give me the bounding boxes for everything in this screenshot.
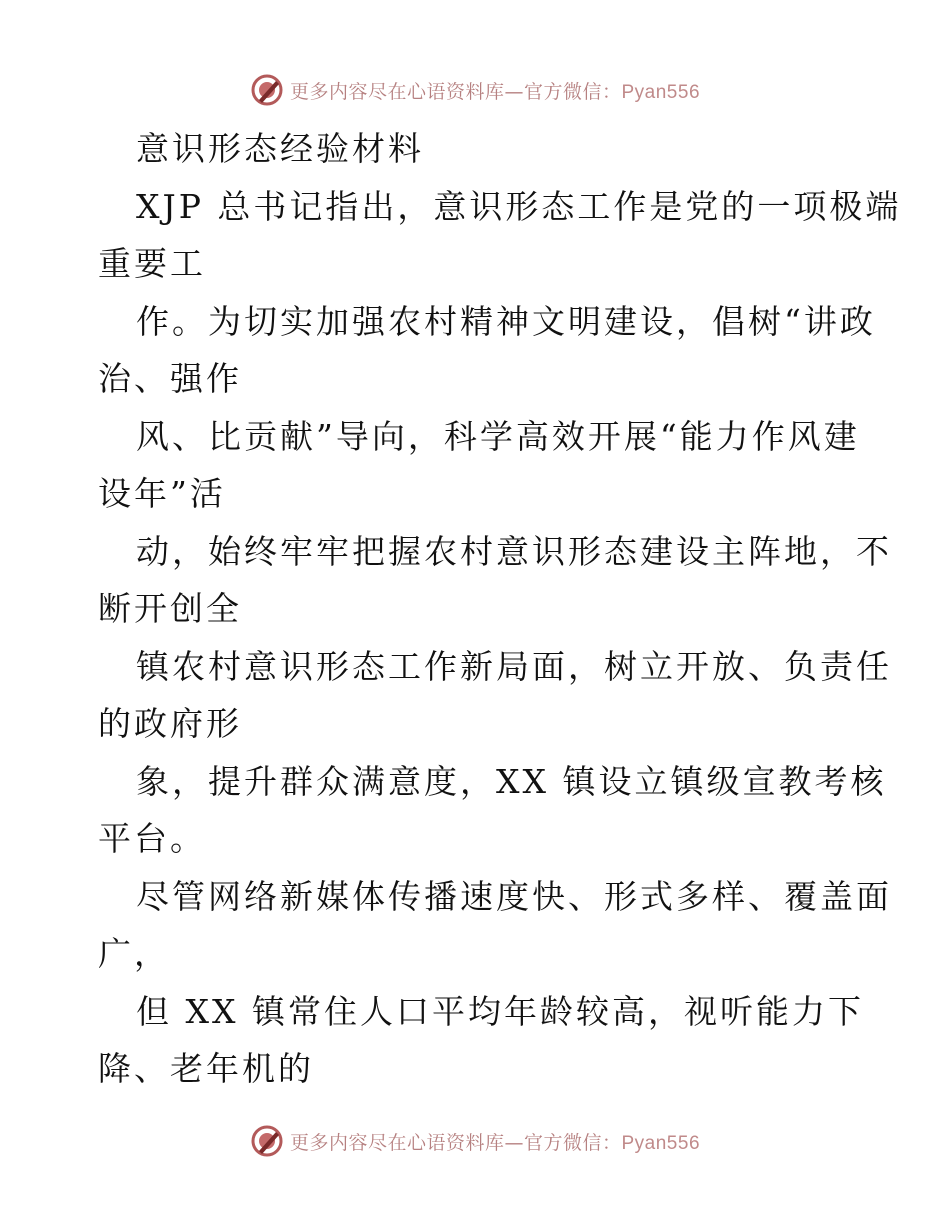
document-body [98, 120, 902, 1098]
text-line: XJP 总书记指出，意识形态工作是党的一项极端 [136, 186, 902, 226]
header-watermark [0, 70, 950, 110]
text-line: 的政府形 [98, 704, 242, 743]
text-line: 尽管网络新媒体传播速度快、形式多样、覆盖面 [136, 876, 892, 916]
text-line: 作。为切实加强农村精神文明建设，倡树“讲政 [136, 301, 876, 341]
text-line: 镇农村意识形态工作新局面，树立开放、负责任 [136, 646, 892, 686]
watermark-label: 更多内容尽在心语资料库—官方微信： [289, 1131, 622, 1154]
text-line: 重要工 [98, 244, 206, 283]
document-title: 意识形态经验材料 [136, 129, 424, 168]
text-line: 象，提升群众满意度，XX 镇设立镇级宣教考核 [136, 761, 887, 801]
text-line: 动，始终牢牢把握农村意识形态建设主阵地，不 [136, 531, 892, 571]
text-line: 但 XX 镇常住人口平均年龄较高，视听能力下 [136, 991, 864, 1031]
text-line: 降、老年机的 [98, 1049, 314, 1088]
text-line: 治、强作 [98, 359, 242, 398]
watermark-wechat-id: Pyan556 [621, 1132, 701, 1154]
watermark-text [290, 77, 700, 104]
watermark-wechat-id: Pyan556 [621, 81, 701, 103]
text-line: 设年”活 [98, 474, 226, 513]
pen-seal-logo-icon [250, 1124, 284, 1158]
text-line: 广， [98, 934, 170, 973]
watermark-label: 更多内容尽在心语资料库—官方微信： [289, 80, 622, 103]
watermark-text [290, 1128, 700, 1155]
pen-seal-logo-icon [250, 73, 284, 107]
text-line: 风、比贡献”导向，科学高效开展“能力作风建 [136, 416, 860, 456]
footer-watermark [0, 1121, 950, 1161]
text-line: 平台。 [98, 819, 206, 858]
text-line: 断开创全 [98, 589, 242, 628]
